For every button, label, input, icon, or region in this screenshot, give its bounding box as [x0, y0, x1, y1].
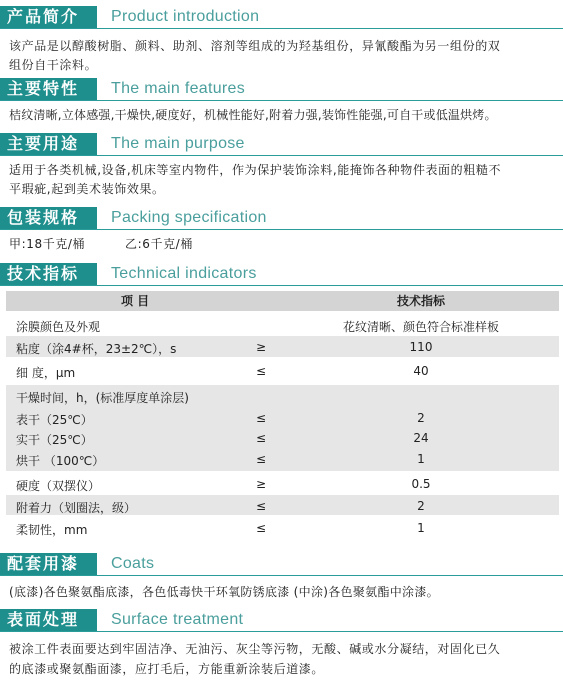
row-name: 粘度（涂4#杯，23±2℃），s — [16, 342, 177, 356]
row-name: 烘干 （100℃） — [16, 454, 105, 468]
row-value: 1 — [417, 521, 425, 535]
row-value: 24 — [413, 431, 429, 445]
section-title-zh: 包装规格 — [0, 207, 97, 229]
row-value: 2 — [417, 411, 425, 425]
row-symbol: ≤ — [256, 452, 267, 466]
row-name: 涂膜颜色及外观 — [16, 320, 101, 334]
purpose-text-line1: 适用于各类机械,设备,机床等室内物件，作为保护装饰涂料,能掩饰各种物件表面的粗糙不 — [9, 163, 502, 177]
section-title-zh: 主要用途 — [0, 133, 97, 155]
product-text-line1: 该产品是以醇酸树脂、颜料、助剂、溶剂等组成的为羟基组份，异氰酸酯为另一组份的双 — [9, 39, 501, 53]
row-value: 0.5 — [411, 477, 431, 491]
section-header-coats — [0, 553, 563, 576]
row-symbol: ≤ — [256, 364, 267, 378]
row-symbol: ≥ — [256, 477, 267, 491]
surface-text-line1: 被涂工件表面要达到牢固洁净、无油污、灰尘等污物，无酸、碱或水分凝结，对固化已久 — [9, 642, 501, 656]
section-title-zh: 表面处理 — [0, 609, 97, 631]
row-value: 110 — [409, 340, 433, 354]
section-title-en: Packing specification — [111, 209, 267, 226]
coats-text: (底漆)各色聚氨酯底漆，各色低毒快干环氧防锈底漆 (中涂)各色聚氨酯中涂漆。 — [9, 585, 439, 599]
row-value: 40 — [413, 364, 429, 378]
section-header-features — [0, 78, 563, 101]
row-symbol: ≤ — [256, 411, 267, 425]
row-symbol: ≤ — [256, 499, 267, 513]
section-header-product — [0, 6, 563, 29]
section-title-zh: 主要特性 — [0, 78, 97, 100]
row-name: 硬度（双摆仪） — [16, 479, 101, 493]
row-name: 表干（25℃） — [16, 413, 93, 427]
row-name: 细 度，μm — [16, 366, 76, 380]
row-symbol: ≤ — [256, 521, 267, 535]
table-header-value: 技术指标 — [396, 294, 445, 308]
product-text-line2: 组份自干涂料。 — [9, 58, 98, 72]
section-title-en: The main features — [111, 80, 246, 97]
section-header-indicators — [0, 263, 563, 286]
row-value: 1 — [417, 452, 425, 466]
packing-a: 甲:18千克/桶 — [9, 237, 86, 251]
section-header-packing — [0, 207, 563, 230]
row-symbol: ≤ — [256, 431, 267, 445]
row-value: 花纹清晰、颜色符合标准样板 — [342, 320, 499, 334]
row-value: 2 — [417, 499, 425, 513]
section-title-zh: 产品简介 — [0, 6, 97, 28]
section-header-purpose — [0, 133, 563, 156]
row-name: 干燥时间，h，(标准厚度单涂层) — [16, 391, 189, 405]
packing-b: 乙:6千克/桶 — [125, 237, 193, 251]
surface-text-line2: 的底漆或聚氨酯面漆，应打毛后，方能重新涂装后道漆。 — [9, 662, 325, 676]
section-title-en: Surface treatment — [111, 611, 244, 628]
features-text: 桔纹清晰,立体感强,干燥快,硬度好，机械性能好,附着力强,装饰性能强,可自干或低温烘烤。 — [9, 108, 497, 122]
row-name: 附着力（划圈法，级） — [16, 501, 137, 515]
section-title-zh: 配套用漆 — [0, 553, 97, 575]
row-name: 柔韧性，mm — [16, 523, 88, 537]
section-title-en: Technical indicators — [111, 265, 257, 282]
section-title-zh: 技术指标 — [0, 263, 97, 285]
table-header — [6, 291, 559, 311]
purpose-text-line2: 平瑕疵,起到美术装饰效果。 — [9, 182, 165, 196]
section-title-en: Product introduction — [111, 8, 260, 25]
row-symbol: ≥ — [256, 340, 267, 354]
section-title-en: Coats — [111, 555, 155, 572]
table-header-item: 项 目 — [121, 294, 150, 308]
row-name: 实干（25℃） — [16, 433, 93, 447]
section-header-surface — [0, 609, 563, 632]
section-title-en: The main purpose — [111, 135, 245, 152]
